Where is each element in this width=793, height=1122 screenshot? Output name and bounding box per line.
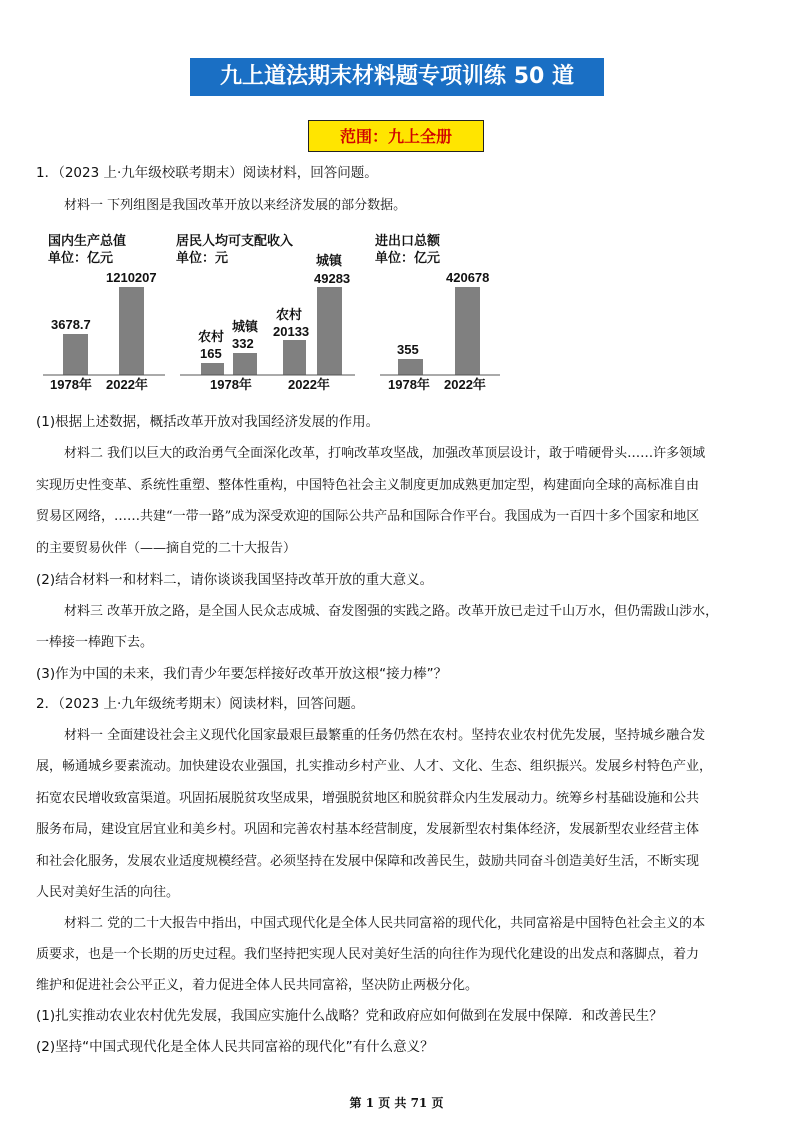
income-xtick-1978: 1978年 [210,377,252,392]
economic-charts [40,228,510,394]
scope-label: 范围：九上全册 [308,120,484,152]
trade-bar-2022 [455,287,480,375]
page-footer: 第 1 页 共 71 页 [349,1096,444,1110]
q2-material1-line: 展，畅通城乡要素流动。加快建设农业强国，扎实推动乡村产业、人才、文化、生态、组织振兴。发展乡村特色产业， [36,759,713,774]
q2-material1-line: 材料一 全面建设社会主义现代化国家最艰巨最繁重的任务仍然在农村。坚持农业农村优先发展，坚持城乡融合发 [64,728,706,743]
trade-xtick-1978: 1978年 [388,377,430,392]
income-bar-urban-1978 [233,353,257,375]
income-chart-unit: 单位：元 [176,250,229,265]
q2-subquestion-2: (2)坚持“中国式现代化是全体人民共同富裕的现代化”有什么意义？ [36,1039,434,1055]
q1-material3-line: 一棒接一棒跑下去。 [36,635,154,650]
document-title: 九上道法期末材料题专项训练 50 道 [190,58,604,96]
gdp-label-2022: 1210207 [106,270,157,285]
q2-material2-line: 材料二 党的二十大报告中指出，中国式现代化是全体人民共同富裕的现代化，共同富裕是中国特色社会主义的本 [64,916,706,931]
income-series-urban-1978: 城镇 [232,319,259,334]
trade-xtick-2022: 2022年 [444,377,486,392]
trade-label-2022: 420678 [446,270,490,285]
q1-subquestion-3: (3)作为中国的未来，我们青少年要怎样接好改革开放这根“接力棒”？ [36,666,448,682]
q1-stem: 1．（2023 上·九年级校联考期末）阅读材料，回答问题。 [36,165,378,181]
trade-bar-1978 [398,359,423,375]
gdp-bar-1978 [63,334,88,375]
income-series-urban-2022: 城镇 [316,253,343,268]
trade-label-1978: 355 [397,342,419,357]
income-label-rural-2022: 20133 [273,324,310,339]
gdp-label-1978: 3678.7 [51,317,91,332]
q2-material1-line: 拓宽农民增收致富渠道。巩固拓展脱贫攻坚成果，增强脱贫地区和脱贫群众内生发展动力。统筹乡村基础设施和公共 [36,791,700,806]
income-label-urban-1978: 332 [232,336,254,351]
q2-material1-line: 和社会化服务，发展农业适度规模经营。必须坚持在发展中保障和改善民生，鼓励共同奋斗创造美好生活，不断实现 [36,854,700,869]
income-label-urban-2022: 49283 [314,271,351,286]
q1-material2-line: 实现历史性变革、系统性重塑、整体性重构，中国特色社会主义制度更加成熟更加定型，构建面向全球的高标准自由 [36,478,700,493]
gdp-xtick-1978: 1978年 [50,377,92,392]
q2-material1-line: 服务布局，建设宜居宜业和美乡村。巩固和完善农村基本经营制度，发展新型农村集体经济，发展新型农业经营主体 [36,822,700,837]
q2-material1-line: 人民对美好生活的向往。 [36,885,180,900]
q2-material2-line: 维护和促进社会公平正义，着力促进全体人民共同富裕，坚决防止两极分化。 [36,978,479,993]
gdp-chart-title: 国内生产总值 [48,233,127,248]
trade-chart-unit: 单位：亿元 [375,250,441,265]
income-chart [176,233,355,392]
q1-material2-line: 材料二 我们以巨大的政治勇气全面深化改革，打响改革攻坚战，加强改革顶层设计，敢于啃硬骨头……许多领域 [64,446,706,461]
income-series-rural-1978: 农村 [198,329,225,344]
income-label-rural-1978: 165 [200,346,222,361]
q1-subquestion-1: (1)根据上述数据，概括改革开放对我国经济发展的作用。 [36,414,380,430]
income-series-rural-2022: 农村 [276,307,303,322]
gdp-xtick-2022: 2022年 [106,377,148,392]
q2-material2-line: 质要求，也是一个长期的历史过程。我们坚持把实现人民对美好生活的向往作为现代化建设的出发点和落脚点，着力 [36,947,700,962]
income-bar-rural-2022 [283,340,306,375]
income-bar-urban-2022 [317,287,342,375]
gdp-chart [43,233,165,392]
q2-subquestion-1: (1)扎实推动农业农村优先发展，我国应实施什么战略？党和政府应如何做到在发展中保障．和改善民生？ [36,1008,663,1024]
trade-chart [375,233,500,392]
q1-material2-line: 的主要贸易伙伴（——摘自党的二十大报告） [36,541,297,556]
gdp-chart-unit: 单位：亿元 [48,250,114,265]
q2-stem: 2．（2023 上·九年级统考期末）阅读材料，回答问题。 [36,696,365,712]
income-xtick-2022: 2022年 [288,377,330,392]
q1-subquestion-2: (2)结合材料一和材料二，请你谈谈我国坚持改革开放的重大意义。 [36,572,434,588]
q1-material1-intro: 材料一 下列组图是我国改革开放以来经济发展的部分数据。 [64,198,407,213]
q1-material3-line: 材料三 改革开放之路，是全国人民众志成城、奋发图强的实践之路。改革开放已走过千山万水，但仍需跋山涉水， [64,604,719,619]
q1-material2-line: 贸易区网络，……共建“一带一路”成为深受欢迎的国际公共产品和国际合作平台。我国成为一百四十多个国家和地区 [36,509,700,524]
income-bar-rural-1978 [201,363,224,375]
income-chart-title: 居民人均可支配收入 [176,233,294,248]
gdp-bar-2022 [119,287,144,375]
trade-chart-title: 进出口总额 [375,233,441,248]
